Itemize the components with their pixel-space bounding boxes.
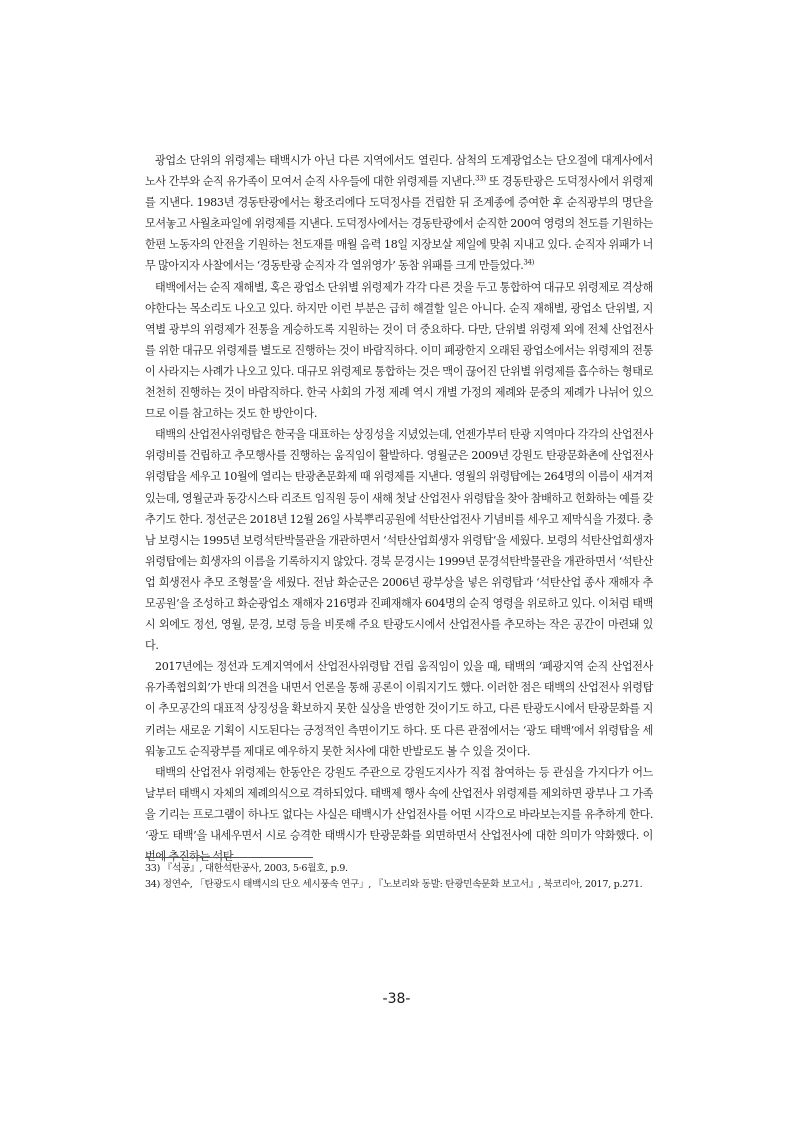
footnote-ref-33: 33): [475, 174, 486, 183]
footnote-ref-34: 34): [523, 258, 534, 267]
paragraph-5: 태백의 산업전사 위령제는 한동안은 강원도 주관으로 강원도지사가 직접 참여하는 등 관심을 가지다가 어느 날부터 태백시 자체의 제례의식으로 격하되었다. 태백제 행사 속에 산업전사 위령제를 제외하면 광부나 그 가족을 기리는 프로그램이 하나도 없다는 사실은 태백시가 산업전사를 어떤 시각으로 바라보는지를 유추하게 한다. ‘광도 태백’을 내세우면서 시로 승격한 태백시가 탄광문화를 외면하면서 산업전사에 대한 의미가 약화했다. 이번에 추진하는 석탄: [145, 765, 653, 864]
body-text: [145, 150, 653, 867]
paragraph-3: 태백의 산업전사위령탑은 한국을 대표하는 상징성을 지녔었는데, 언젠가부터 탄광 지역마다 각각의 산업전사 위령비를 건립하고 추모행사를 진행하는 움직임이 활발하다. 영월군은 2009년 강원도 탄광문화촌에 산업전사 위령탑을 세우고 10월에 열리는 탄광촌문화제 때 위령제를 지낸다. 영월의 위령탑에는 264명의 이름이 새겨져 있는데, 영월군과 동강시스타 리조트 임직원 등이 새해 첫날 산업전사 위령탑을 찾아 참배하고 헌화하는 예를 갖추기도 한다. 정선군은 2018년 12월 26일 사북뿌리공원에 석탄산업전사 기념비를 세우고 제막식을 가졌다. 충남 보령시는 1995년 보령석탄박물관을 개관하면서 ‘석탄산업희생자 위령탑’을 세웠다. 보령의 석탄산업희생자 위령탑에는 희생자의 이름을 기록하지지 않았다. 경북 문경시는 1999년 문경석탄박물관을 개관하면서 ‘석탄산업 희생전사 추모 조형물’을 세웠다. 전남 화순군은 2006년 광부상을 넣은 위령탑과 ‘석탄산업 종사 재해자 추모공원’을 조성하고 화순광업소 재해자 216명과 진폐재해자 604명의 순직 영령을 위로하고 있다. 이처럼 태백시 외에도 정선, 영월, 문경, 보령 등을 비롯해 주요 탄광도시에서 산업전사를 추모하는 작은 공간이 마련돼 있다.: [145, 428, 653, 653]
paragraph-4: 2017년에는 정선과 도계지역에서 산업전사위령탑 건립 움직임이 있을 때, 태백의 ‘폐광지역 순직 산업전사 유가족협의회’가 반대 의견을 내면서 언론을 통해 공론이 이뤄지기도 했다. 이러한 점은 태백의 산업전사 위령탑이 추모공간의 대표적 상징성을 확보하지 못한 실상을 반영한 것이기도 하고, 다른 탄광도시에서 탄광문화를 지키려는 새로운 기획이 시도된다는 긍정적인 측면이기도 하다. 또 다른 관점에서는 ‘광도 태백’에서 위령탑을 세워놓고도 순직광부를 제대로 예우하지 못한 처사에 대한 반발로도 볼 수 있을 것이다.: [145, 660, 653, 758]
page-number: -38-: [382, 991, 411, 1007]
paragraph-1-part-1: 광업소 단위의 위령제는 태백시가 아닌 다른 지역에서도 열린다. 삼척의 도계광업소는 단오절에 대계사에서 노사 간부와 순직 유가족이 모여서 순직 사우들에 대한 위령제를 지낸다.: [145, 154, 653, 189]
footnote-divider: [145, 857, 313, 858]
paragraph-1: [145, 150, 653, 277]
footnote-33: 33) 『석공』, 대한석탄공사, 2003, 5·6월호, p.9.: [145, 863, 348, 874]
paragraph-1-part-2: 또 경동탄광은 도덕정사에서 위령제를 지낸다. 1983년 경동탄광에서는 황조리에다 도덕정사를 건립한 뒤 조계종에 증여한 후 순직광부의 명단을 모셔놓고 사월초파일에 위령제를 지낸다. 도덕정사에서는 경동탄광에서 순직한 200여 영령의 천도를 기원하는 한편 노동자의 안전을 기원하는 천도재를 매월 음력 18일 지장보살 제일에 맞춰 지내고 있다. 순직자 위패가 너무 많아지자 사찰에서는 ‘경동탄광 순직자 각 열위영가’ 동참 위패를 크게 만들었다.: [145, 175, 653, 273]
footnotes: [145, 861, 653, 893]
paragraph-2: 태백에서는 순직 재해별, 혹은 광업소 단위별 위령제가 각각 다른 것을 두고 통합하여 대규모 위령제로 격상해야한다는 목소리도 나오고 있다. 하지만 이런 부분은 급히 해결할 일은 아니다. 순직 재해별, 광업소 단위별, 지역별 광부의 위령제가 전통을 계승하도록 지원하는 것이 더 중요하다. 다만, 단위별 위령제 외에 전체 산업전사를 위한 대규모 위령제를 별도로 진행하는 것이 바람직하다. 이미 폐광한지 오래된 광업소에서는 위령제의 전통이 사라지는 사례가 나오고 있다. 대규모 위령제로 통합하는 것은 맥이 끊어진 단위별 위령제를 흡수하는 형태로 천천히 진행하는 것이 바람직하다. 한국 사회의 가정 제례 역시 개별 가정의 제례와 문중의 제례가 나뉘어 있으므로 이를 참고하는 것도 한 방안이다.: [145, 280, 653, 421]
footnote-34: 34) 정연수, 「탄광도시 태백시의 단오 세시풍속 연구」, 『노보리와 동발: 탄광민속문화 보고서』, 북코리아, 2017, p.271.: [145, 879, 643, 890]
